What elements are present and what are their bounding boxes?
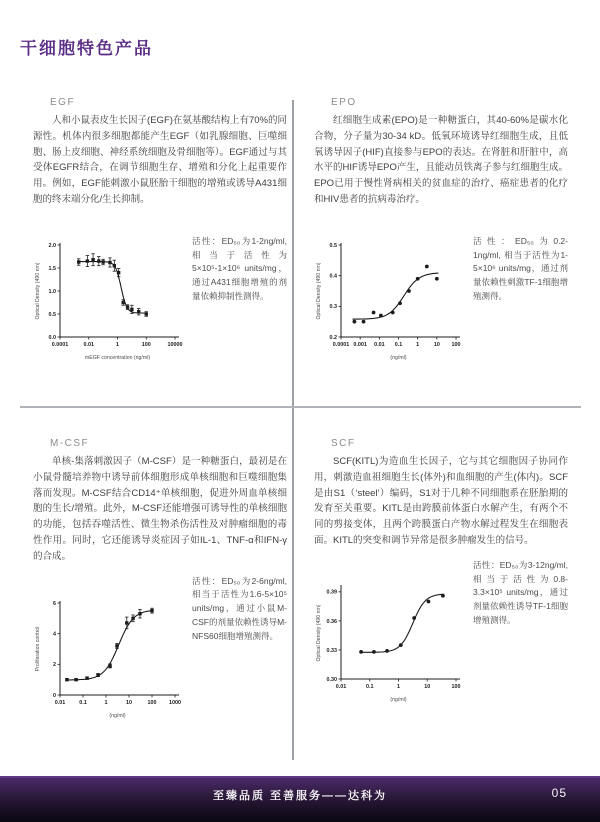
svg-text:1000: 1000 — [169, 699, 181, 706]
svg-text:0.5: 0.5 — [48, 311, 56, 318]
svg-text:6: 6 — [53, 600, 56, 607]
svg-text:0.01: 0.01 — [335, 683, 347, 690]
section-heading-egf: EGF — [50, 97, 76, 108]
chart-svg — [314, 577, 464, 705]
activity-note-mcsf: 活性：ED₅₀为2-6ng/ml, 相当于活性为1.6-5×10⁵ units/mg，通过小鼠M-CSF的剂量依赖性诱导M-NFS60细胞增殖测得。 — [192, 575, 287, 641]
svg-text:Optical Density (490 nm): Optical Density (490 nm) — [316, 262, 322, 320]
svg-text:Proliferation control: Proliferation control — [35, 626, 41, 671]
section-body-egf: 人和小鼠表皮生长因子(EGF)在氨基酸结构上有70%的同源性。机体内很多细胞都能产生EGF（如乳腺细胞、巨噬细胞、肠上皮细胞、神经系统细胞及骨细胞等）。EGF通过与其受体EGFR结合，在调节细胞生存、增殖和分化上起重要作用。例如，EGF能刺激小鼠胚胎干细胞的增殖或诱导A431细胞的终末端分化/生长抑制。 — [33, 115, 287, 205]
svg-text:0.1: 0.1 — [366, 683, 374, 690]
svg-text:0.01: 0.01 — [374, 341, 385, 348]
svg-text:1: 1 — [116, 341, 119, 348]
vertical-divider — [292, 100, 294, 760]
svg-text:0.36: 0.36 — [326, 618, 337, 625]
svg-text:Optical Density (490 nm): Optical Density (490 nm) — [35, 262, 41, 320]
svg-text:2: 2 — [53, 661, 56, 668]
svg-text:0.5: 0.5 — [329, 242, 337, 249]
svg-text:4: 4 — [53, 631, 56, 638]
section-heading-mcsf: M-CSF — [50, 438, 90, 449]
svg-text:0.0001: 0.0001 — [332, 341, 350, 348]
svg-text:1: 1 — [416, 341, 420, 348]
chart-svg — [33, 593, 183, 721]
svg-text:0.1: 0.1 — [394, 341, 403, 348]
svg-text:(ng/ml): (ng/ml) — [390, 354, 407, 361]
svg-text:0.30: 0.30 — [326, 676, 337, 683]
svg-text:(ng/ml): (ng/ml) — [390, 696, 407, 703]
svg-text:Optical Density (490 nm): Optical Density (490 nm) — [316, 604, 322, 662]
section-figure-row-epo — [314, 235, 568, 363]
svg-text:10: 10 — [126, 699, 132, 706]
svg-text:10000: 10000 — [167, 341, 183, 348]
activity-note-scf: 活性：ED₅₀为3-12ng/ml, 相当于活性为0.8-3.3×10⁵ units/mg，通过剂量依赖性诱导TF-1细胞增殖测得。 — [473, 559, 568, 625]
mcsf-dose-response-chart — [33, 593, 183, 721]
activity-note-epo: 活性：ED₅₀为0.2-1ng/ml, 相当于活性为1-5×10⁶ units/mg，通过剂量依赖性刺激TF-1细胞增殖测得。 — [473, 235, 568, 301]
footer-band — [0, 776, 600, 822]
section-body-mcsf: 单核-集落刺激因子（M-CSF）是一种糖蛋白，最初是在小鼠骨髓培养物中诱导前体细胞形成单核细胞和巨噬细胞集落而发现。M-CSF结合CD14⁺单核细胞，促进外周血单核细胞的生长/增殖。此外，M-CSF还能增强可诱导性的单核细胞的功能，包括吞噬活性、微生物杀伤活性及对肿瘤细胞的毒性作用。同时，它还能诱导炎症因子如IL-1、TNF-α和IFN-γ的合成。 — [33, 456, 287, 562]
svg-text:0.01: 0.01 — [83, 341, 94, 348]
section-figure-row-mcsf — [33, 575, 287, 721]
svg-text:1: 1 — [104, 699, 108, 706]
svg-text:1.0: 1.0 — [48, 288, 56, 295]
svg-text:10: 10 — [433, 341, 440, 348]
section-egf — [33, 97, 287, 363]
activity-note-egf: 活性：ED₅₀为1-2ng/ml, 相当于活性为5×10⁵-1×10⁶ units/mg，通过A431细胞增殖的剂量依赖抑制性测得。 — [192, 235, 287, 301]
section-mcsf — [33, 438, 287, 721]
footer-page-number: 05 — [551, 786, 567, 800]
footer-slogan: 至臻品质 至善服务——达科为 — [212, 790, 388, 802]
scf-dose-response-chart — [314, 577, 464, 705]
svg-text:0.39: 0.39 — [326, 589, 337, 596]
svg-text:10: 10 — [424, 683, 431, 690]
svg-text:100: 100 — [451, 341, 461, 348]
svg-text:0.4: 0.4 — [329, 273, 337, 280]
svg-text:1.5: 1.5 — [48, 265, 56, 272]
section-epo — [314, 97, 568, 363]
svg-text:0.2: 0.2 — [329, 334, 337, 341]
svg-text:0.3: 0.3 — [329, 304, 337, 311]
chart-svg — [314, 235, 464, 363]
svg-text:0.01: 0.01 — [54, 699, 66, 706]
svg-text:100: 100 — [451, 683, 461, 690]
svg-text:0.1: 0.1 — [79, 699, 87, 706]
section-body-scf: SCF(KITL)为造血生长因子，它与其它细胞因子协同作用，刺激造血祖细胞生长(体外)和血细胞的产生(体内)。SCF是由S1（‘steel’）编码，S1对于几种不同细胞系在胚胎期的发育至关重要。KITL是由跨膜前体蛋白水解产生，有两个不同的剪接变体，且两个跨膜蛋白产物水解过程发生在细胞表面。KITL的突变和调节异常是很多肿瘤发生的信号。 — [314, 456, 568, 546]
svg-text:0.0: 0.0 — [48, 334, 56, 341]
chart-svg — [33, 235, 183, 363]
section-body-epo: 红细胞生成素(EPO)是一种糖蛋白，其40-60%是碳水化合物，分子量为30-34 kD。低氧环境诱导红细胞生成，且低氧诱导因子(HIF)直接参与EPO的表达。在肾脏和肝脏中，高水平的HIF诱导EPO产生，且能动员铁离子参与红细胞生成。EPO已用于慢性肾病相关的贫血症的治疗、癌症患者的化疗和HIV患者的抗病毒治疗。 — [314, 115, 568, 205]
svg-text:0: 0 — [53, 692, 56, 699]
section-figure-row-egf — [33, 235, 287, 363]
svg-text:0.33: 0.33 — [326, 647, 337, 654]
svg-text:2.0: 2.0 — [48, 242, 56, 249]
section-scf — [314, 438, 568, 705]
section-heading-scf: SCF — [331, 438, 356, 449]
egf-dose-response-chart — [33, 235, 183, 363]
section-heading-epo: EPO — [331, 97, 357, 108]
epo-dose-response-chart — [314, 235, 464, 363]
svg-text:(ng/ml): (ng/ml) — [109, 712, 126, 719]
svg-text:0.001: 0.001 — [353, 341, 367, 348]
horizontal-divider — [20, 406, 581, 408]
svg-text:0.0001: 0.0001 — [51, 341, 69, 348]
svg-text:mEGF concentration (ng/ml): mEGF concentration (ng/ml) — [84, 354, 151, 361]
page-title: 干细胞特色产品 — [20, 39, 153, 58]
svg-text:100: 100 — [141, 341, 151, 348]
section-figure-row-scf — [314, 559, 568, 705]
svg-text:1: 1 — [397, 683, 400, 690]
svg-text:100: 100 — [147, 699, 157, 706]
